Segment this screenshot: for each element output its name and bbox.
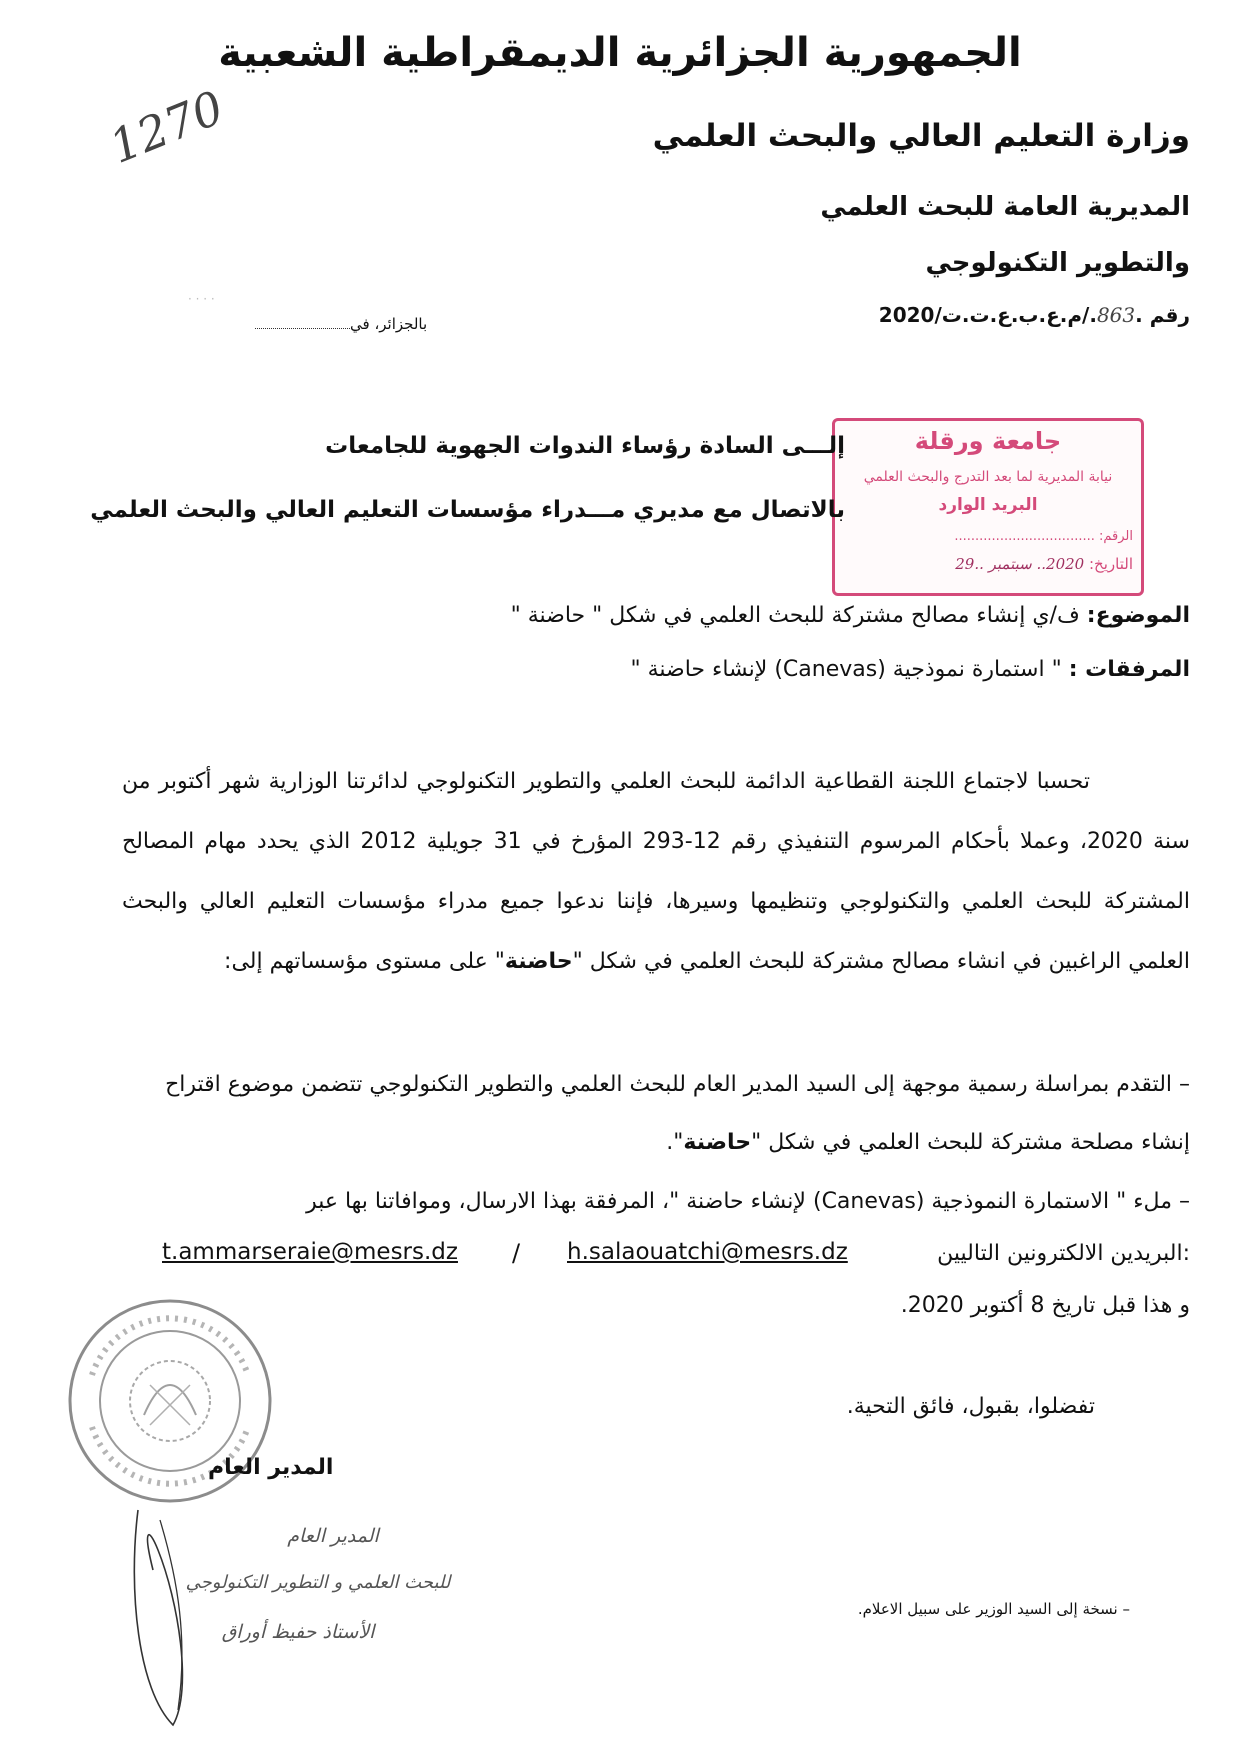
signature-handwritten-line-2: للبحث العلمي و التطوير التكنولوجي [185,1572,451,1593]
signature-handwritten-line-3: الأستاذ حفيظ أوراق [221,1621,375,1643]
attachments-label: المرفقات : [1068,657,1190,682]
place-date-line [255,315,427,333]
republic-title: الجمهورية الجزائرية الديمقراطية الشعبية [218,30,1022,76]
stamp-office: نيابة المديرية لما بعد التدرج والبحث العلمي [863,469,1113,485]
emails-intro: البريدين الالكترونين التاليين: [937,1241,1190,1266]
subject-text: ف/ي إنشاء مصالح مشتركة للبحث العلمي في شكل " حاضنة " [510,603,1087,628]
bullet-item-2: – ملء " الاستمارة النموذجية (Canevas) لإنشاء حاضنة "، المرفقة بهذا الارسال، وموافاتنا بها عبر [306,1189,1190,1214]
stamp-number-label: الرقم: .................................. [954,529,1133,544]
directorate-line-1: المديرية العامة للبحث العلمي [820,192,1190,222]
incubator-bold-2: حاضنة [683,1130,752,1155]
attachments-text: " استمارة نموذجية (Canevas) لإنشاء حاضنة " [630,657,1069,682]
reference-number [879,303,1190,327]
deadline-line: و هذا قبل تاريخ 8 أكتوبر 2020. [900,1293,1190,1318]
stamp-university: جامعة ورقلة [914,427,1062,455]
faint-bleed-text: · · · · [188,292,215,306]
email-link-2[interactable]: t.ammarseraie@mesrs.dz [162,1239,458,1265]
date-dots [255,316,350,329]
recipient-line-2: بالاتصال مع مديري مـــدراء مؤسسات التعليم العالي والبحث العلمي [90,497,845,523]
reference-suffix: ./م.ع.ب.ع.ت.ت/2020 [878,303,1097,327]
directorate-line-2: والتطوير التكنولوجي [925,248,1190,278]
reception-stamp [832,418,1144,596]
email-separator: / [512,1239,521,1267]
attachments-line [630,657,1190,682]
subject-label: الموضوع: [1086,603,1190,628]
stamp-mail: البريد الوارد [938,495,1038,515]
stamp-date: التاريخ: 2020.. سبتمبر ..29 [955,555,1133,573]
handwritten-signature [118,1490,473,1730]
ministry-name: وزارة التعليم العالي والبحث العلمي [652,118,1190,154]
subject-line [511,603,1190,628]
email-link-1[interactable]: h.salaouatchi@mesrs.dz [567,1239,848,1265]
reference-prefix: رقم . [1135,303,1190,327]
reference-handwritten-number: 863 [1096,303,1136,327]
closing-line: تفضلوا، بقبول، فائق التحية. [846,1394,1095,1419]
signer-title: المدير العام [208,1455,334,1480]
stamp-date-value: 2020.. سبتمبر ..29 [955,555,1085,573]
signature-handwritten-line-1: المدير العام [287,1525,379,1547]
handwritten-annotation: 1270 [102,80,231,174]
bullet-item-1: – التقدم بمراسلة رسمية موجهة إلى السيد المدير العام للبحث العلمي والتطوير التكنولوجي تتضمن موضوع اقتراح إنشاء مصلحة مشتركة للبحث العلمي في شكل "حاضنة". [165,1072,1190,1155]
email-line [122,1233,1190,1283]
copy-note: – نسخة إلى السيد الوزير على سبيل الاعلام. [857,1600,1130,1618]
body-paragraph: تحسبا لاجتماع اللجنة القطاعية الدائمة للبحث العلمي والتطوير التكنولوجي لدائرتنا الوزارية شهر أكتوبر من سنة 2020، وعملا بأحكام المرسوم التنفيذي رقم 12-293 المؤرخ في 31 جويلية 2012 الذي يحدد مهام المصالح المشتركة للبحث العلمي والتكنولوجي وتنظيمها وسيرها، فإننا ندعوا جميع مدراء مؤسسات التعليم العالي والبحث العلمي الراغبين في انشاء مصالح مشتركة للبحث العلمي في شكل "حاضنة" على مستوى مؤسساتهم إلى: [122,769,1190,974]
incubator-bold: حاضنة [504,949,573,974]
recipient-line-1: إلـــى السادة رؤساء الندوات الجهوية للجامعات [325,433,845,459]
place-label: بالجزائر، في [350,315,428,333]
